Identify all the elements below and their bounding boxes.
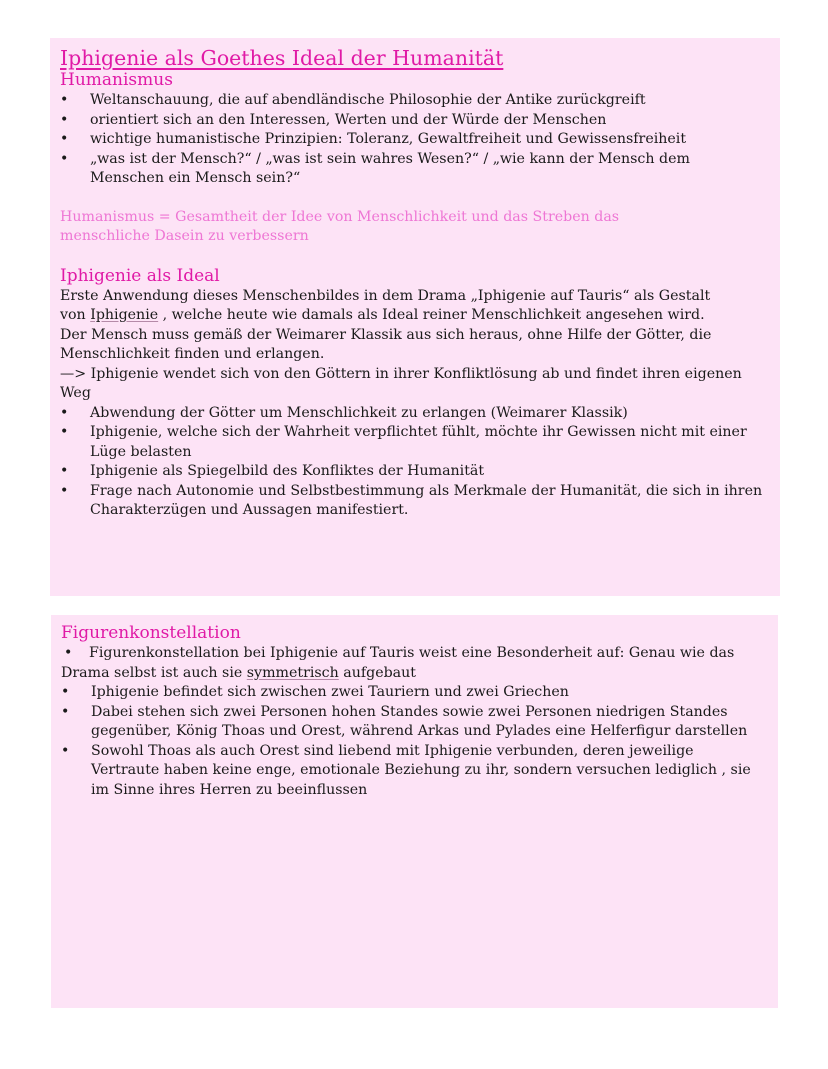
ideal-list (60, 404, 776, 521)
figurenkonstellation-heading: Figurenkonstellation (61, 623, 241, 643)
iphigenie-name: Iphigenie (90, 307, 159, 323)
figurenkonstellation-card (51, 615, 778, 1008)
figurenkonstellation-intro (61, 644, 765, 683)
humanismus-definition: Humanismus = Gesamtheit der Idee von Menschlichkeit und das Streben das menschliche Dasein zu verbessern (60, 208, 620, 244)
list-item: • wichtige humanistische Prinzipien: Toleranz, Gewaltfreiheit und Gewissensfreiheit (60, 130, 768, 150)
list-item: • Iphigenie als Spiegelbild des Konfliktes der Humanität (60, 462, 776, 482)
ideal-heading: Iphigenie als Ideal (60, 265, 220, 286)
paragraph-text: Figurenkonstellation bei Iphigenie auf Tauris weist eine Besonderheit auf: Genau wie das Drama selbst ist auch sie (61, 645, 735, 681)
list-item: • orientiert sich an den Interessen, Werten und der Würde der Menschen (60, 111, 768, 131)
humanismus-list (60, 91, 768, 189)
ideal-paragraph-1 (60, 287, 730, 326)
list-item: • Frage nach Autonomie und Selbstbestimmung als Merkmale der Humanität, die sich in ihren Charakterzügen und Aussagen manifestiert. (60, 482, 776, 521)
page-title: Iphigenie als Goethes Ideal der Humanität (60, 46, 504, 70)
list-item: • Iphigenie befindet sich zwischen zwei Tauriern und zwei Griechen (61, 683, 751, 703)
list-item: • Iphigenie, welche sich der Wahrheit verpflichtet fühlt, möchte ihr Gewissen nicht mit einer Lüge belasten (60, 423, 776, 462)
list-item: • Dabei stehen sich zwei Personen hohen Standes sowie zwei Personen niedrigen Standes gegenüber, König Thoas und Orest, während Arkas und Pylades eine Helferfigur darstellen (61, 703, 751, 742)
paragraph-text: , welche heute wie damals als Ideal reiner Menschlichkeit angesehen wird. (158, 307, 705, 323)
list-item: • Weltanschauung, die auf abendländische Philosophie der Antike zurückgreift (60, 91, 768, 111)
bullet-icon: • (64, 645, 73, 661)
humanismus-heading: Humanismus (60, 70, 173, 90)
list-item: • Abwendung der Götter um Menschlichkeit zu erlangen (Weimarer Klassik) (60, 404, 776, 424)
ideal-paragraph-3: —> Iphigenie wendet sich von den Göttern in ihrer Konfliktlösung ab und findet ihren eigenen Weg (60, 365, 742, 401)
list-item: • „was ist der Mensch?“ / „was ist sein wahres Wesen?“ / „wie kann der Mensch dem Menschen ein Mensch sein?“ (60, 150, 768, 189)
list-item: • Sowohl Thoas als auch Orest sind liebend mit Iphigenie verbunden, deren jeweilige Vertraute haben keine enge, emotionale Beziehung zu ihr, sondern versuchen lediglich , sie im Sinne ihres Herren zu beeinflussen (61, 742, 751, 801)
humanity-card (50, 38, 780, 596)
paragraph-text: aufgebaut (338, 664, 416, 681)
symmetrisch-word: symmetrisch (246, 664, 339, 681)
paragraph-text: Erste Anwendung dieses Menschenbildes in dem Drama „Iphigenie auf Tauris“ als Gestalt von (60, 287, 711, 323)
ideal-paragraph-2: Der Mensch muss gemäß der Weimarer Klassik aus sich heraus, ohne Hilfe der Götter, die Menschlichkeit finden und erlangen. (60, 326, 712, 362)
figurenkonstellation-list (61, 683, 751, 800)
